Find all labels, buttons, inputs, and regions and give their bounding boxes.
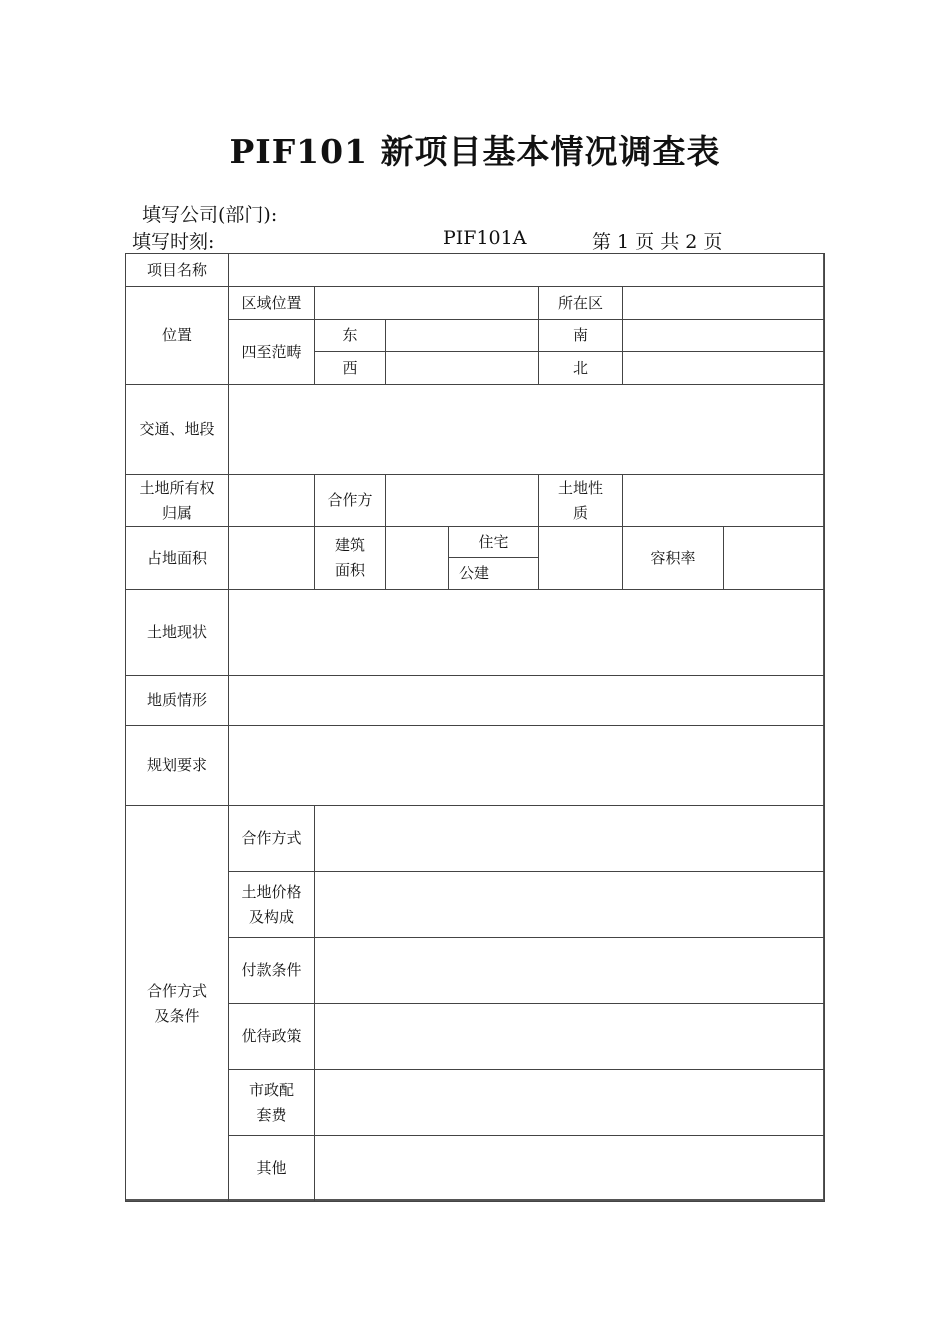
municipal-fees-label: 市政配套费 [229,1070,315,1136]
incentives-label: 优待政策 [229,1004,315,1070]
cooperation-terms-label: 合作方式及条件 [126,806,229,1202]
residential-label: 住宅 [449,527,539,558]
land-area-field[interactable] [229,527,315,590]
location-label: 位置 [126,287,229,385]
boundaries-label: 四至范畴 [229,320,315,385]
traffic-label: 交通、地段 [126,385,229,475]
geology-label: 地质情形 [126,676,229,726]
cooperation-mode-field[interactable] [315,806,825,872]
land-ownership-field[interactable] [229,475,315,527]
page-info: 第 1 页 共 2 页 [592,231,723,253]
traffic-field[interactable] [229,385,825,475]
land-price-label: 土地价格及构成 [229,872,315,938]
region-location-field[interactable] [315,287,539,320]
west-field[interactable] [386,352,539,385]
land-status-field[interactable] [229,590,825,676]
page-title: PIF101 新项目基本情况调查表 [229,132,721,171]
incentives-field[interactable] [315,1004,825,1070]
south-field[interactable] [623,320,825,352]
north-field[interactable] [623,352,825,385]
other-label: 其他 [229,1136,315,1202]
land-price-field[interactable] [315,872,825,938]
partner-label: 合作方 [315,475,386,527]
project-name-label: 项目名称 [126,254,229,287]
form-code: PIF101A [443,227,527,249]
project-name-field[interactable] [229,254,825,287]
partner-field[interactable] [386,475,539,527]
land-ownership-label: 土地所有权归属 [126,475,229,527]
district-field[interactable] [623,287,825,320]
building-area-label: 建筑面积 [315,527,386,590]
meta-line [132,227,832,253]
company-label: 填写公司(部门): [142,204,278,226]
municipal-fees-field[interactable] [315,1070,825,1136]
west-label: 西 [315,352,386,385]
plot-ratio-label: 容积率 [623,527,724,590]
building-area-value-field[interactable] [539,527,623,590]
land-nature-field[interactable] [623,475,825,527]
cooperation-mode-label: 合作方式 [229,806,315,872]
planning-field[interactable] [229,726,825,806]
payment-terms-label: 付款条件 [229,938,315,1004]
region-location-label: 区域位置 [229,287,315,320]
east-field[interactable] [386,320,539,352]
land-nature-label: 土地性质 [539,475,623,527]
land-area-label: 占地面积 [126,527,229,590]
south-label: 南 [539,320,623,352]
east-label: 东 [315,320,386,352]
plot-ratio-field[interactable] [724,527,825,590]
payment-terms-field[interactable] [315,938,825,1004]
planning-label: 规划要求 [126,726,229,806]
district-label: 所在区 [539,287,623,320]
survey-form-table [125,253,825,1202]
north-label: 北 [539,352,623,385]
geology-field[interactable] [229,676,825,726]
land-status-label: 土地现状 [126,590,229,676]
other-field[interactable] [315,1136,825,1202]
time-label: 填写时刻: [132,231,215,253]
public-building-label: 公建 [449,558,539,590]
building-area-field[interactable] [386,527,449,590]
